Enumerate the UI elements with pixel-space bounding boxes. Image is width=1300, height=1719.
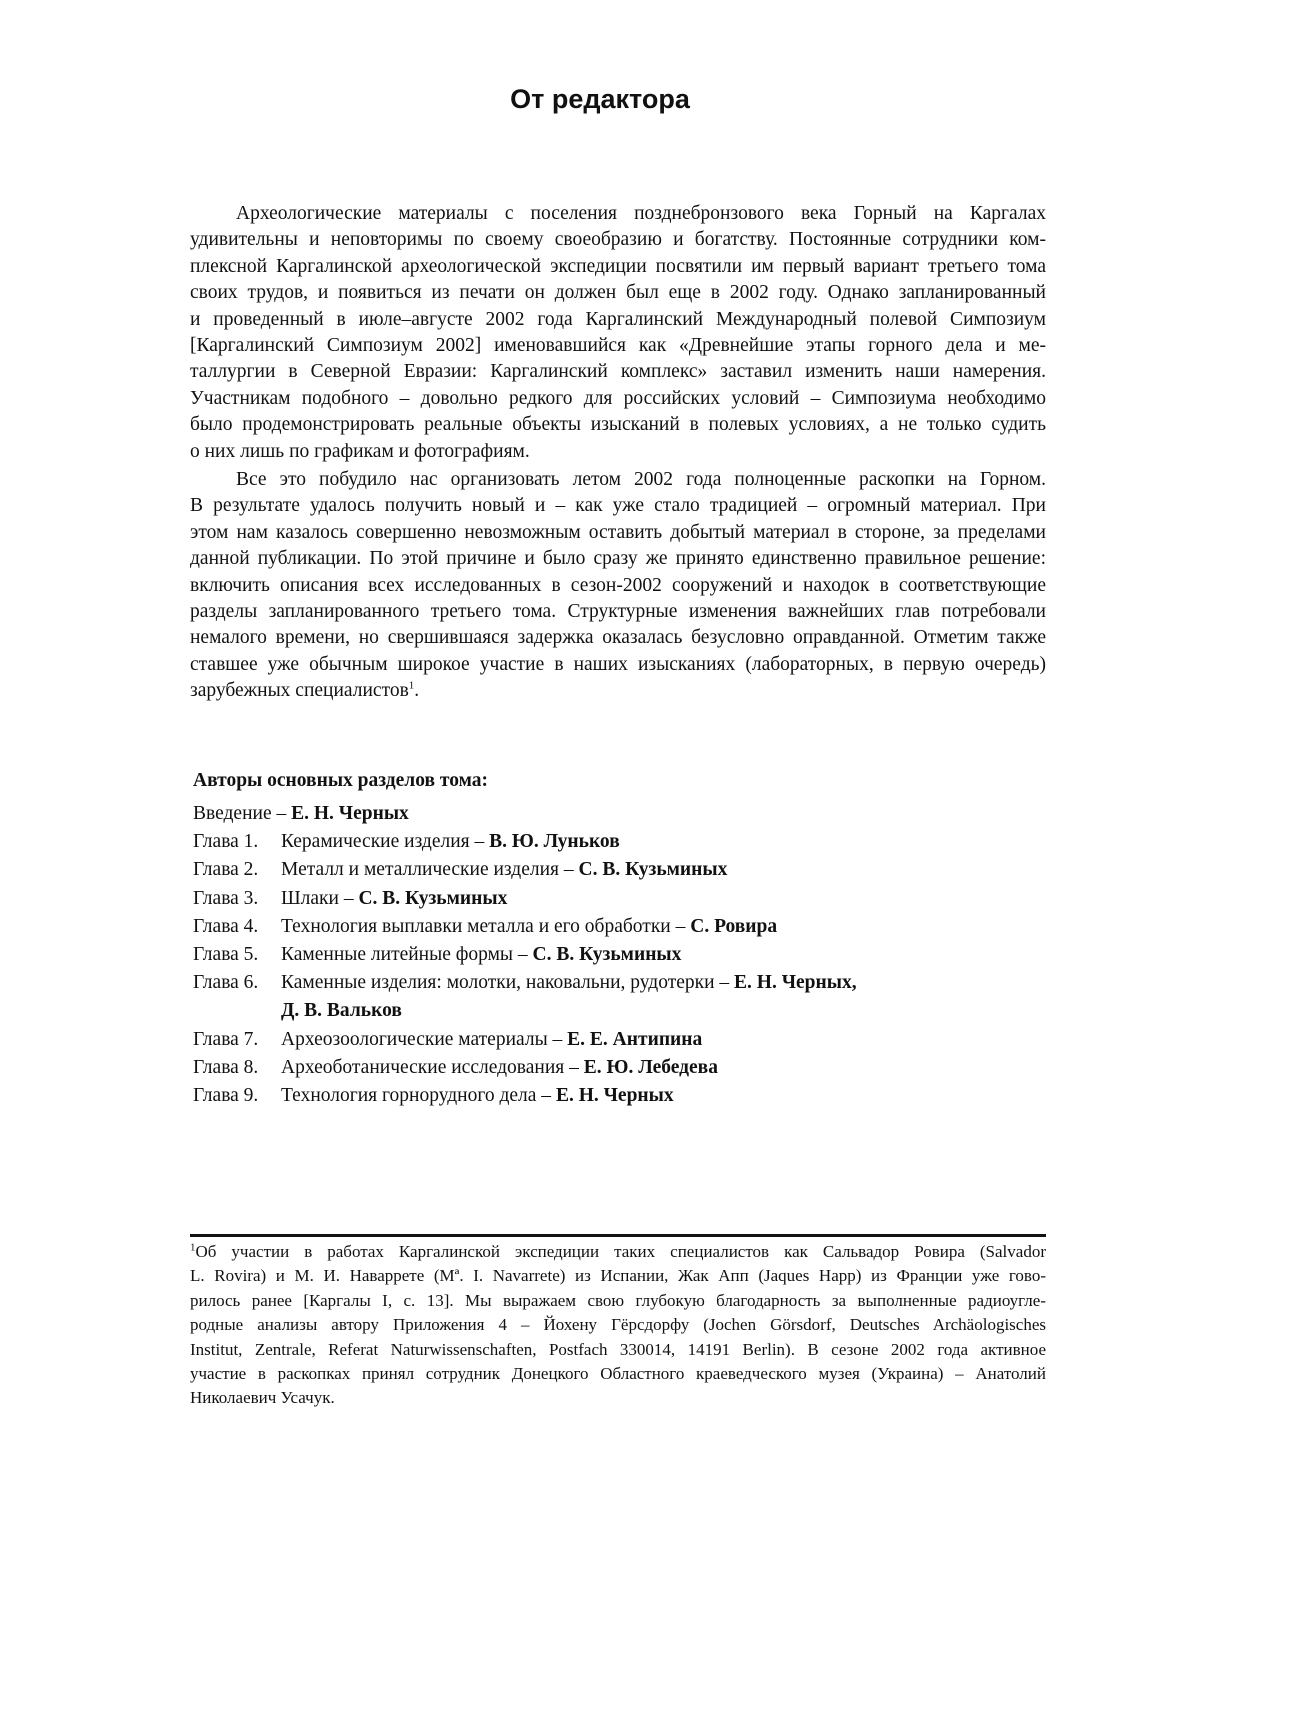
chapter-entry — [193, 969, 857, 997]
line-text: Institut, Zentrale, Referat Naturwissenschaften, Postfach 330014, 14191 Berlin). В сезоне 2002 года активное — [190, 1339, 1046, 1359]
chapter-entry — [193, 913, 857, 941]
paragraph-2 — [190, 467, 1046, 705]
chapter-title: Каменные изделия: молотки, наковальни, рудотерки – — [281, 972, 735, 994]
footnote-rule — [190, 1234, 1046, 1237]
text-line — [190, 1289, 1046, 1313]
footnote-reference: 1 — [408, 679, 415, 692]
line-text: Участникам подобного – довольно редкого для российских условий – Симпозиума необходимо — [190, 387, 1046, 409]
chapter-entry-continued — [193, 997, 857, 1025]
line-text: [Каргалинский Симпозиум 2002] именовавшийся как «Древнейшие этапы горного дела и ме- — [190, 334, 1046, 356]
text-line — [190, 439, 1046, 465]
text-line — [190, 1386, 1046, 1410]
chapter-number: Глава 8. — [193, 1056, 259, 1078]
text-line — [190, 573, 1046, 599]
chapter-title: Металл и металлические изделия – — [281, 859, 579, 881]
chapter-number: Глава 7. — [193, 1028, 259, 1050]
text-line — [190, 652, 1046, 678]
line-text: удивительны и неповторимы по своему своеобразию и богатству. Постоянные сотрудники ком- — [190, 229, 1046, 251]
line-text: родные анализы автору Приложения 4 – Йохену Гёрсдорфу (Jochen Görsdorf, Deutsches Archäologisches — [190, 1315, 1046, 1335]
line-text: рилось ранее [Каргалы I, с. 13]. Мы выражаем свою глубокую благодарность за выполненные радиоугле- — [190, 1290, 1046, 1310]
chapter-number: Глава 6. — [193, 972, 259, 994]
text-line — [190, 1362, 1046, 1386]
line-text: было продемонстрировать реальные объекты изысканий в полевых условиях, а не только судить — [190, 414, 1046, 436]
text-line — [190, 599, 1046, 625]
chapter-author: С. Ровира — [690, 915, 778, 937]
chapter-entry — [193, 828, 857, 856]
chapter-author: С. В. Кузьминых — [578, 859, 728, 881]
chapter-author: Д. В. Вальков — [281, 1000, 402, 1022]
text-line — [190, 201, 1046, 227]
chapter-entry — [193, 885, 857, 913]
text-line — [190, 493, 1046, 519]
intro-author: Е. Н. Черных — [291, 803, 409, 824]
spacer — [193, 997, 281, 1025]
chapter-entry — [193, 1054, 857, 1082]
text-line — [190, 467, 1046, 493]
text-line — [190, 1240, 1046, 1264]
line-text: данной публикации. По этой причине и было сразу же принято единственно правильное решение: — [190, 548, 1046, 570]
line-text: участие в раскопках принял сотрудник Донецкого Областного краеведческого музея (Украина) – Анатолий — [190, 1363, 1046, 1383]
text-line — [190, 1264, 1046, 1288]
line-text: В результате удалось получить новый и – как уже стало традицией – огромный материал. При — [190, 495, 1046, 517]
line-text: своих трудов, и появиться из печати он должен был еще в 2002 году. Однако запланированный — [190, 282, 1046, 304]
text-line — [190, 520, 1046, 546]
line-text: L. Rovira) и М. И. Наваррете (Mª. I. Navarrete) из Испании, Жак Апп (Jaques Happ) из Франции уже гово- — [190, 1266, 1046, 1286]
chapter-author: В. Ю. Луньков — [489, 831, 620, 853]
text-line — [190, 254, 1046, 280]
line-text: Все это побудило нас организовать летом 2002 года полноценные раскопки на Горном. — [236, 469, 1046, 490]
authors-intro — [193, 800, 857, 828]
chapter-title: Археозоологические материалы – — [281, 1028, 568, 1050]
line-text: включить описания всех исследованных в сезон-2002 сооружений и находок в соответствующие — [190, 574, 1046, 596]
chapter-title: Технология выплавки металла и его обработки – — [281, 915, 691, 937]
line-text: этом нам казалось совершенно невозможным оставить добытый материал в стороне, за пределами — [190, 521, 1046, 543]
line-text: Археологические материалы с поселения позднебронзового века Горный на Каргалах — [236, 203, 1046, 224]
authors-heading: Авторы основных разделов тома: — [193, 770, 488, 791]
chapter-author: Е. Ю. Лебедева — [583, 1056, 718, 1078]
footnote-number: 1 — [190, 1241, 196, 1254]
chapter-entry — [193, 856, 857, 884]
chapter-author: Е. Н. Черных, — [734, 972, 857, 994]
line-text: плексной Каргалинской археологической экспедиции посвятили им первый вариант третьего тома — [190, 255, 1046, 277]
line-text: о них лишь по графикам и фотографиям. — [190, 440, 530, 462]
chapter-number: Глава 2. — [193, 859, 259, 881]
authors-list — [193, 768, 857, 1110]
chapter-title: Шлаки – — [281, 887, 359, 909]
text-line — [190, 280, 1046, 306]
text-line — [190, 386, 1046, 412]
chapter-number: Глава 3. — [193, 887, 259, 909]
text-line — [190, 546, 1046, 572]
chapter-title: Археоботанические исследования – — [281, 1056, 584, 1078]
text-line — [190, 307, 1046, 333]
chapter-author: Е. Н. Черных — [555, 1084, 674, 1106]
chapter-number: Глава 4. — [193, 915, 259, 937]
line-text: немалого времени, но свершившаяся задержка оказалась безусловно оправданной. Отметим также — [190, 627, 1046, 649]
text-line — [190, 412, 1046, 438]
text-line — [190, 1313, 1046, 1337]
line-text: и проведенный в июле–августе 2002 года Каргалинский Международный полевой Симпозиум — [190, 308, 1046, 330]
chapter-author: С. В. Кузьминых — [358, 887, 508, 909]
line-text: ставшее уже обычным широкое участие в наших изысканиях (лабораторных, в первую очередь) — [190, 653, 1046, 675]
chapter-number: Глава 9. — [193, 1084, 259, 1106]
chapter-title: Каменные литейные формы – — [281, 943, 533, 965]
text-line — [190, 1338, 1046, 1362]
line-text: разделы запланированного третьего тома. Структурные изменения важнейших глав потребовали — [190, 600, 1046, 622]
chapter-author: Е. Е. Антипина — [567, 1028, 703, 1050]
chapter-author: С. В. Кузьминых — [532, 943, 682, 965]
line-text: Об участии в работах Каргалинской экспедиции таких специалистов как Сальвадор Ровира (Salvador — [195, 1242, 1046, 1261]
text-line — [190, 333, 1046, 359]
paragraph-1 — [190, 201, 1046, 465]
text-line — [190, 359, 1046, 385]
text-line: зарубежных специалистов$^1$. — [190, 679, 420, 702]
line-text: Николаевич Усачук. — [190, 1388, 335, 1408]
chapter-title: Технология горнорудного дела – — [281, 1084, 556, 1106]
line-text: зарубежных специалистов — [190, 680, 409, 702]
text-line — [190, 625, 1046, 651]
chapter-entry — [193, 1082, 857, 1110]
chapter-entry — [193, 941, 857, 969]
intro-title: Введение – — [193, 803, 287, 824]
text-line — [190, 227, 1046, 253]
page-title: От редактора — [510, 84, 690, 114]
footnote — [190, 1240, 1046, 1411]
chapter-number: Глава 1. — [193, 831, 259, 853]
line-text: таллургии в Северной Евразии: Каргалинский комплекс» заставил изменить наши намерения. — [190, 361, 1046, 383]
chapter-entry — [193, 1026, 857, 1054]
chapter-title: Керамические изделия – — [281, 831, 490, 853]
chapter-number: Глава 5. — [193, 943, 259, 965]
